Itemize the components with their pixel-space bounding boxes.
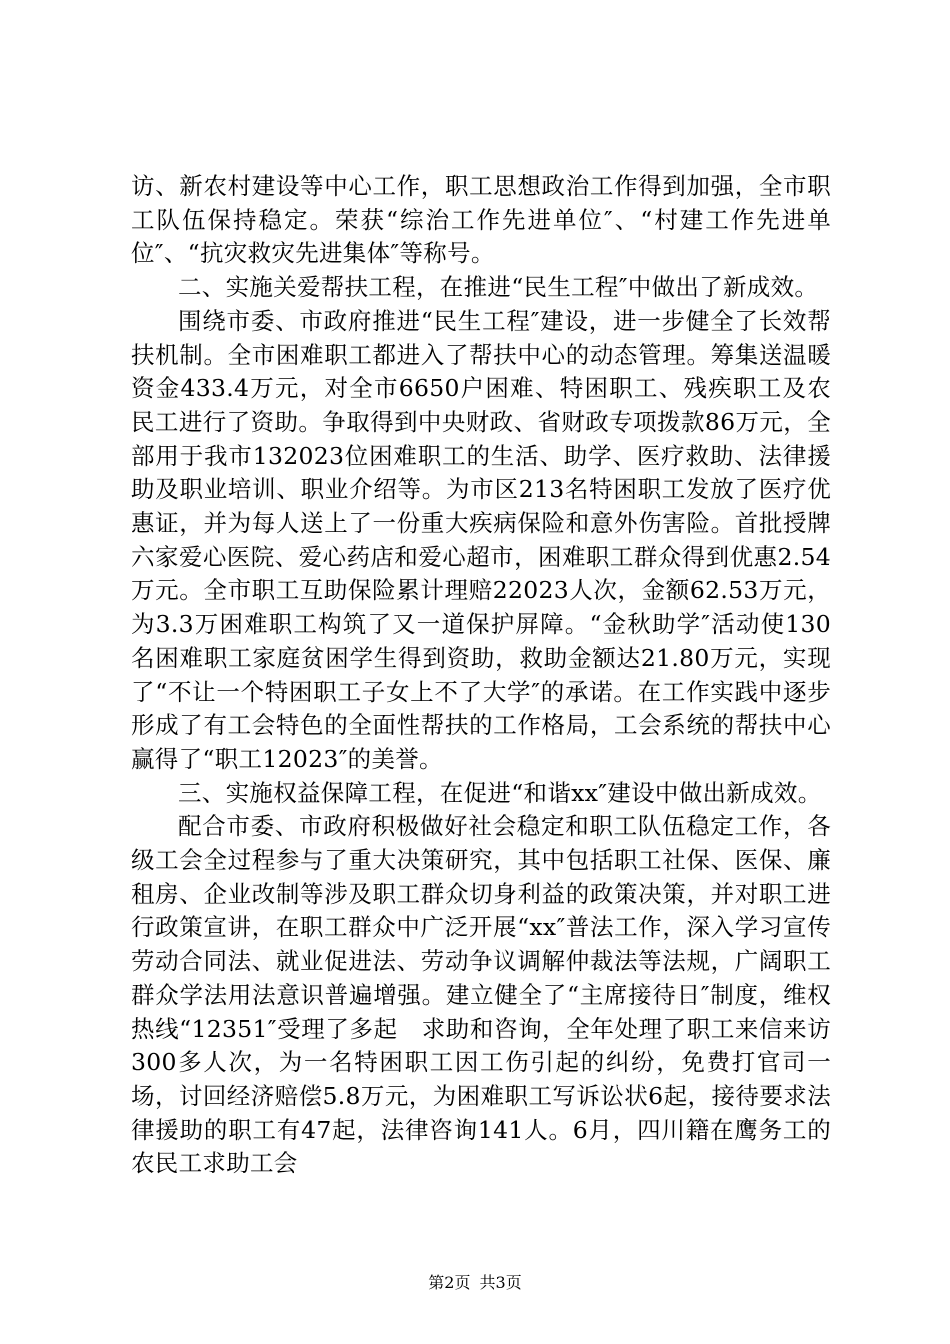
paragraph-intro-continuation: 访、新农村建设等中心工作，职工思想政治工作得到加强，全市职工队伍保持稳定。荣获“综治工作先进单位″、“村建工作先进单位″、“抗灾救灾先进集体″等称号。 [131,172,831,268]
paragraph-section-3: 配合市委、市政府积极做好社会稳定和职工队伍稳定工作，各级工会全过程参与了重大决策研究，其中包括职工社保、医保、廉租房、企业改制等涉及职工群众切身利益的政策决策，并对职工进行政策宣讲，在职工群众中广泛开展“xx″普法工作，深入学习宣传劳动合同法、就业促进法、劳动争议调解仲裁法等法规，广阔职工群众学法用法意识普遍增强。建立健全了“主席接待日″制度，维权热线“12351″受理了多起 求助和咨询，全年处理了职工来信来访300多人次，为一名特困职工因工伤引起的纠纷，免费打官司一场，讨回经济赔偿5.8万元，为困难职工写诉讼状6起，接待要求法律援助的职工有47起，法律咨询141人。6月，四川籍在鹰务工的农民工求助工会 [131,812,831,1178]
page-total: 共3页 [479,1273,522,1292]
document-body [131,170,831,1181]
section-heading-2: 二、实施关爱帮扶工程，在推进“民生工程″中做出了新成效。 [178,273,819,302]
page-footer [0,1273,950,1293]
page-number: 第2页 [428,1273,471,1292]
paragraph-section-2: 围绕市委、市政府推进“民生工程″建设，进一步健全了长效帮扶机制。全市困难职工都进入了帮扶中心的动态管理。筹集送温暖资金433.4万元，对全市6650户困难、特困职工、残疾职工及农民工进行了资助。争取得到中央财政、省财政专项拨款86万元，全部用于我市132023位困难职工的生活、助学、医疗救助、法律援助及职业培训、职业介绍等。为市区213名特困职工发放了医疗优惠证，并为每人送上了一份重大疾病保险和意外伤害险。首批授牌六家爱心医院、爱心药店和爱心超市，困难职工群众得到优惠2.54万元。全市职工互助保险累计理赔22023人次，金额62.53万元，为3.3万困难职工构筑了又一道保护屏障。“金秋助学″活动使130名困难职工家庭贫困学生得到资助，救助金额达21.80万元，实现了“不让一个特困职工子女上不了大学″的承诺。在工作实践中逐步形成了有工会特色的全面性帮扶的工作格局，工会系统的帮扶中心赢得了“职工12023″的美誉。 [131,306,831,773]
section-heading-3: 三、实施权益保障工程，在促进“和谐xx″建设中做出新成效。 [178,778,822,807]
